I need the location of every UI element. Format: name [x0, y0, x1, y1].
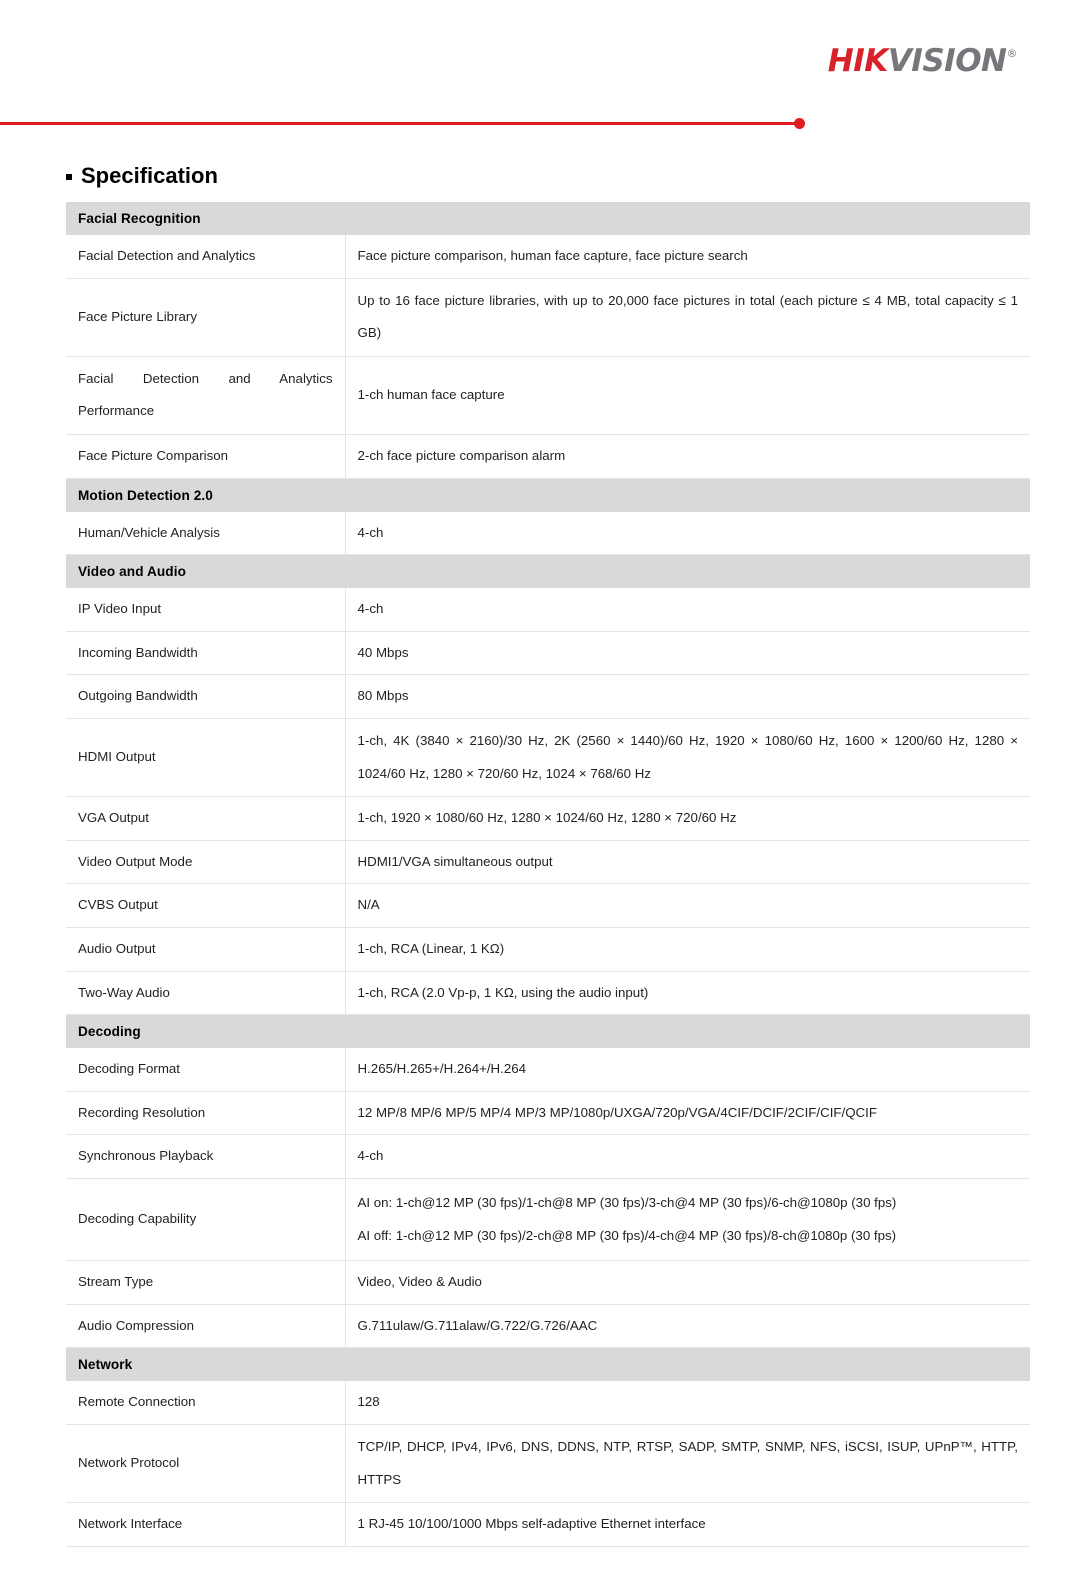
spec-label: Facial Detection and Analytics Performance: [66, 356, 345, 434]
table-row: [66, 840, 1030, 884]
section-header-row: [66, 478, 1030, 512]
table-row: [66, 1048, 1030, 1091]
spec-label: Audio Compression: [66, 1304, 345, 1348]
table-row: [66, 1135, 1030, 1179]
section-header-label: Motion Detection 2.0: [66, 478, 1030, 512]
spec-value: 1-ch, 1920 × 1080/60 Hz, 1280 × 1024/60 Hz, 1280 × 720/60 Hz: [345, 797, 1030, 841]
header-divider: [0, 118, 1065, 130]
spec-value: 80 Mbps: [345, 675, 1030, 719]
spec-value-paragraph: AI on: 1-ch@12 MP (30 fps)/1-ch@8 MP (30 fps)/3-ch@4 MP (30 fps)/6-ch@1080p (30 fps): [357, 1195, 897, 1211]
spec-value: N/A: [345, 884, 1030, 928]
table-row: [66, 588, 1030, 631]
spec-label: Face Picture Library: [66, 278, 345, 356]
spec-value: 1-ch, RCA (2.0 Vp-p, 1 KΩ, using the audio input): [345, 971, 1030, 1015]
spec-value: 40 Mbps: [345, 631, 1030, 675]
spec-label: VGA Output: [66, 797, 345, 841]
spec-label: Synchronous Playback: [66, 1135, 345, 1179]
spec-label: CVBS Output: [66, 884, 345, 928]
table-row: [66, 1304, 1030, 1348]
section-header-row: [66, 555, 1030, 589]
spec-label: Network Protocol: [66, 1425, 345, 1503]
registered-trademark-icon: ®: [1006, 47, 1017, 60]
spec-value: 1-ch, RCA (Linear, 1 KΩ): [345, 928, 1030, 972]
table-row: [66, 675, 1030, 719]
spec-value: Face picture comparison, human face capture, face picture search: [345, 235, 1030, 278]
specification-table-body: [66, 202, 1030, 1546]
spec-value: H.265/H.265+/H.264+/H.264: [345, 1048, 1030, 1091]
table-row: [66, 435, 1030, 479]
table-row: [66, 235, 1030, 278]
spec-label: Facial Detection and Analytics: [66, 235, 345, 278]
spec-value: 4-ch: [345, 1135, 1030, 1179]
specification-table: [66, 202, 1030, 1547]
header-rule-line: [0, 122, 800, 125]
logo-text-hik: HIK: [827, 43, 888, 79]
spec-label: Outgoing Bandwidth: [66, 675, 345, 719]
table-row: [66, 512, 1030, 555]
table-row: [66, 1381, 1030, 1424]
spec-label: Decoding Format: [66, 1048, 345, 1091]
spec-value: 1-ch human face capture: [345, 356, 1030, 434]
table-row: [66, 1503, 1030, 1547]
table-row: [66, 631, 1030, 675]
table-row: [66, 797, 1030, 841]
spec-label: Face Picture Comparison: [66, 435, 345, 479]
section-header-label: Decoding: [66, 1015, 1030, 1049]
page-title: [66, 164, 1065, 188]
spec-value: G.711ulaw/G.711alaw/G.722/G.726/AAC: [345, 1304, 1030, 1348]
spec-value: 12 MP/8 MP/6 MP/5 MP/4 MP/3 MP/1080p/UXGA/720p/VGA/4CIF/DCIF/2CIF/CIF/QCIF: [345, 1091, 1030, 1135]
table-row: [66, 928, 1030, 972]
spec-value: 128: [345, 1381, 1030, 1424]
section-header-row: [66, 1015, 1030, 1049]
table-row: [66, 356, 1030, 434]
spec-label: Human/Vehicle Analysis: [66, 512, 345, 555]
spec-label: Recording Resolution: [66, 1091, 345, 1135]
spec-value: 1 RJ-45 10/100/1000 Mbps self-adaptive Ethernet interface: [345, 1503, 1030, 1547]
table-row: [66, 884, 1030, 928]
spec-value: Video, Video & Audio: [345, 1261, 1030, 1305]
spec-value: 1-ch, 4K (3840 × 2160)/30 Hz, 2K (2560 × 1440)/60 Hz, 1920 × 1080/60 Hz, 1600 × 1200/60 Hz, 1280 × 1024/60 Hz, 1280 × 720/60 Hz, 1024 × 768/60 Hz: [345, 719, 1030, 797]
spec-value: TCP/IP, DHCP, IPv4, IPv6, DNS, DDNS, NTP, RTSP, SADP, SMTP, SNMP, NFS, iSCSI, ISUP, UPnP™, HTTP, HTTPS: [345, 1425, 1030, 1503]
spec-label: Two-Way Audio: [66, 971, 345, 1015]
table-row: [66, 1261, 1030, 1305]
spec-label: Network Interface: [66, 1503, 345, 1547]
spec-label: Video Output Mode: [66, 840, 345, 884]
header-rule-dot-icon: [794, 118, 805, 129]
page-header: [0, 0, 1065, 140]
section-header-label: Video and Audio: [66, 555, 1030, 589]
section-header-row: [66, 1348, 1030, 1382]
spec-value: 2-ch face picture comparison alarm: [345, 435, 1030, 479]
spec-label: Audio Output: [66, 928, 345, 972]
spec-value: [345, 1179, 1030, 1261]
table-row: [66, 971, 1030, 1015]
section-header-row: [66, 202, 1030, 235]
square-bullet-icon: [66, 174, 72, 180]
table-row: [66, 278, 1030, 356]
hikvision-logo: [827, 43, 1017, 79]
spec-label: Stream Type: [66, 1261, 345, 1305]
table-row: [66, 1091, 1030, 1135]
spec-value: HDMI1/VGA simultaneous output: [345, 840, 1030, 884]
spec-label: Incoming Bandwidth: [66, 631, 345, 675]
spec-value: 4-ch: [345, 512, 1030, 555]
spec-value: 4-ch: [345, 588, 1030, 631]
spec-label: HDMI Output: [66, 719, 345, 797]
section-header-label: Network: [66, 1348, 1030, 1382]
spec-value: Up to 16 face picture libraries, with up to 20,000 face pictures in total (each picture ≤ 4 MB, total capacity ≤ 1 GB): [345, 278, 1030, 356]
spec-value-paragraph: AI off: 1-ch@12 MP (30 fps)/2-ch@8 MP (30 fps)/4-ch@4 MP (30 fps)/8-ch@1080p (30 fps): [357, 1227, 897, 1243]
table-row: [66, 1425, 1030, 1503]
table-row: [66, 719, 1030, 797]
spec-label: Decoding Capability: [66, 1179, 345, 1261]
page-title-text: Specification: [81, 163, 218, 188]
spec-label: IP Video Input: [66, 588, 345, 631]
section-header-label: Facial Recognition: [66, 202, 1030, 235]
table-row: [66, 1179, 1030, 1261]
spec-label: Remote Connection: [66, 1381, 345, 1424]
logo-text-vision: VISION: [887, 43, 1007, 79]
